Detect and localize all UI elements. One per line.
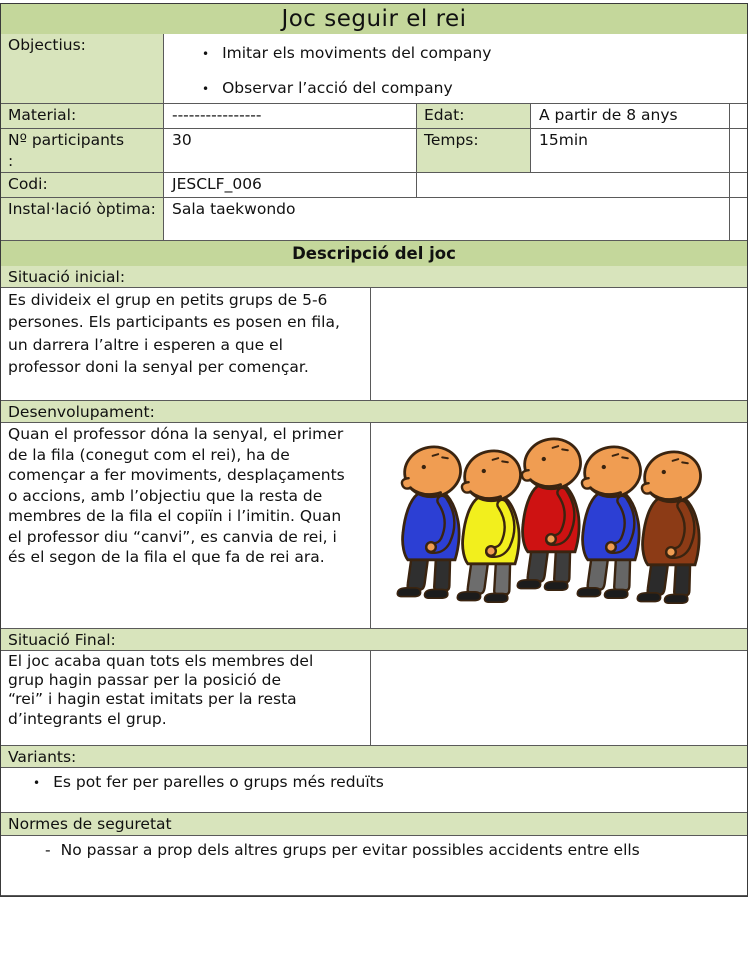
situacio-inicial-label-cell	[1, 266, 747, 288]
normes-label-row	[1, 813, 747, 836]
page-title: Joc seguir el rei	[281, 6, 467, 32]
spacer-cell	[730, 129, 747, 173]
person-figure	[631, 448, 719, 608]
temps-label-cell	[417, 129, 531, 173]
normes-label: Normes de seguretat	[8, 815, 172, 833]
variant-item	[33, 772, 737, 794]
edat-label: Edat:	[424, 106, 465, 124]
material-value: ----------------	[172, 106, 262, 124]
temps-value-cell	[531, 129, 730, 173]
desenvolupament-text: Quan el professor dóna la senyal, el primer de la fila (conegut com el rei), ha de començar a fer moviments, desplaçaments o accions, amb l’objectiu que la resta de membres de la fila el copiïn i l’imitin. Quan el professor diu “canvi”, es canvia de rei, i és el segon de la fila el que fa de rei ara.	[1, 423, 371, 629]
codi-label: Codi:	[8, 175, 48, 193]
objective-text: Observar l’acció del company	[222, 79, 453, 97]
norm-text: No passar a prop dels altres grups per evitar possibles accidents entre ells	[60, 841, 640, 859]
installacio-value: Sala taekwondo	[172, 200, 296, 218]
situacio-inicial-label: Situació inicial:	[8, 268, 126, 286]
edat-value-cell	[531, 104, 730, 129]
bullet-icon: •	[33, 776, 41, 790]
norm-item	[45, 839, 695, 861]
objectius-value-cell	[164, 34, 747, 104]
installacio-row	[1, 198, 747, 241]
objective-item	[202, 43, 747, 65]
description-header: Descripció del joc	[292, 244, 456, 263]
empty-cell	[417, 173, 730, 198]
empty-cell	[371, 288, 747, 401]
codi-value-cell	[164, 173, 417, 198]
desenvolupament-label-cell	[1, 401, 747, 423]
situacio-final-label: Situació Final:	[8, 631, 116, 649]
participants-label-colon: :	[8, 152, 14, 170]
situacio-final-content-row	[1, 651, 747, 746]
codi-row	[1, 173, 747, 198]
codi-value: JESCLF_006	[172, 175, 262, 193]
desenvolupament-content-row	[1, 423, 747, 629]
material-label: Material:	[8, 106, 77, 124]
title-row	[1, 4, 747, 34]
codi-label-cell	[1, 173, 164, 198]
participants-label-cell	[1, 129, 164, 173]
variants-content-row	[1, 768, 747, 813]
participants-temps-row	[1, 129, 747, 173]
objective-item	[202, 78, 747, 100]
situacio-inicial-text: Es divideix el grup en petits grups de 5-6 persones. Els participants es posen en fila, un darrera l’altre i esperen a que el professor doni la senyal per començar.	[1, 288, 371, 401]
objectius-label-cell	[1, 34, 164, 104]
description-header-row	[1, 241, 747, 266]
temps-value: 15min	[539, 131, 588, 149]
bullet-icon: •	[202, 47, 210, 61]
bullet-icon: •	[202, 82, 210, 96]
situacio-inicial-label-row	[1, 266, 747, 288]
figures-illustration	[371, 423, 747, 608]
spacer-cell	[730, 173, 747, 198]
desenvolupament-label: Desenvolupament:	[8, 403, 155, 421]
variants-label-cell	[1, 746, 747, 768]
situacio-final-label-row	[1, 629, 747, 651]
objective-text: Imitar els moviments del company	[222, 44, 492, 62]
spacer-cell	[730, 198, 747, 241]
variants-content-cell	[1, 768, 747, 813]
normes-content-row	[1, 836, 747, 896]
normes-content-cell	[1, 836, 747, 896]
installacio-label-cell	[1, 198, 164, 241]
empty-cell	[371, 651, 747, 746]
participants-value: 30	[172, 131, 192, 149]
objectius-label: Objectius:	[8, 36, 86, 54]
installacio-label: Instal·lació òptima:	[8, 200, 156, 218]
desenvolupament-label-row	[1, 401, 747, 423]
material-label-cell	[1, 104, 164, 129]
participants-value-cell	[164, 129, 417, 173]
situacio-inicial-content-row	[1, 288, 747, 401]
spacer-cell	[730, 104, 747, 129]
illustration-cell	[371, 423, 747, 629]
situacio-final-label-cell	[1, 629, 747, 651]
participants-label: Nº participants	[8, 131, 125, 149]
temps-label: Temps:	[424, 131, 479, 149]
dash-icon: -	[45, 841, 51, 859]
edat-value: A partir de 8 anys	[539, 106, 678, 124]
variants-label: Variants:	[8, 748, 77, 766]
variant-text: Es pot fer per parelles o grups més reduïts	[53, 773, 384, 791]
variants-label-row	[1, 746, 747, 768]
edat-label-cell	[417, 104, 531, 129]
objectius-row	[1, 34, 747, 104]
game-sheet-table	[0, 3, 748, 897]
material-edat-row	[1, 104, 747, 129]
material-value-cell	[164, 104, 417, 129]
situacio-final-text: El joc acaba quan tots els membres del grup hagin passar per la posició de “rei” i hagin estat imitats per la resta d’integrants el grup.	[1, 651, 371, 746]
installacio-value-cell	[164, 198, 730, 241]
normes-label-cell	[1, 813, 747, 836]
